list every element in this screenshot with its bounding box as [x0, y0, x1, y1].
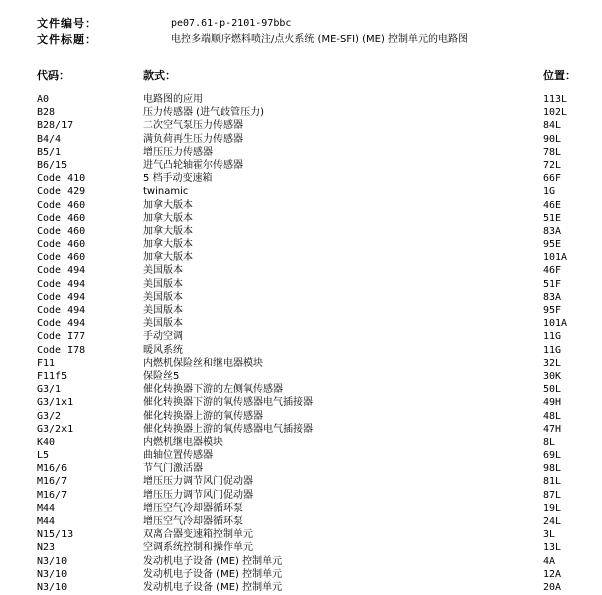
table-row	[0, 449, 602, 462]
row-pos: 12A	[543, 568, 562, 580]
row-code: Code 494	[37, 318, 86, 330]
row-pos: 8L	[543, 436, 556, 448]
row-pos: 47H	[543, 423, 562, 435]
row-desc: 催化转换器下游的氧传感器电气插接器	[143, 397, 313, 409]
table-row	[0, 199, 602, 212]
table-row	[0, 225, 602, 238]
row-desc: 增压空气冷却器循环泵	[143, 516, 243, 527]
row-code: M16/7	[37, 489, 68, 501]
row-code: G3/2	[37, 410, 62, 422]
table-row	[0, 541, 602, 554]
row-desc: 满负荷再生压力传感器	[143, 133, 243, 145]
row-desc: 美国版本	[143, 318, 183, 330]
row-pos: 51E	[543, 212, 562, 224]
row-pos: 87L	[543, 489, 562, 501]
table-row	[0, 462, 602, 475]
row-code: N3/10	[37, 581, 68, 593]
row-pos: 19L	[543, 502, 562, 514]
row-desc: 加拿大版本	[143, 252, 193, 264]
doc-title-value: 电控多端顺序燃料喷注/点火系统 (ME-SFI) (ME) 控制单元的电路图	[171, 34, 469, 45]
table-row	[0, 133, 602, 146]
table-row	[0, 93, 602, 106]
row-code: Code 460	[37, 252, 86, 264]
doc-title-label: 文件标题：	[37, 33, 97, 46]
row-desc: 内燃机继电器模块	[143, 436, 223, 448]
row-pos: 1G	[543, 186, 556, 198]
row-pos: 72L	[543, 159, 562, 171]
row-code: Code I78	[37, 344, 86, 356]
row-code: G3/1	[37, 384, 62, 396]
table-row	[0, 555, 602, 568]
row-desc: twinamic	[143, 186, 189, 198]
table-row	[0, 185, 602, 198]
row-desc: 进气凸轮轴霍尔传感器	[143, 159, 243, 171]
header-code: 代码：	[37, 69, 70, 82]
row-pos: 13L	[543, 542, 562, 554]
doc-number-value: pe07.61-p-2101-97bbc	[171, 18, 292, 29]
row-pos: 4A	[543, 555, 556, 567]
row-desc: 加拿大版本	[143, 225, 193, 237]
row-pos: 66F	[543, 173, 562, 185]
row-code: A0	[37, 94, 50, 105]
row-pos: 95F	[543, 305, 562, 316]
row-code: F11	[37, 357, 56, 369]
table-row	[0, 357, 602, 370]
row-code: Code 494	[37, 291, 86, 303]
table-row	[0, 212, 602, 225]
row-desc: 节气门激活器	[143, 463, 203, 475]
row-pos: 84L	[543, 120, 562, 132]
row-pos: 32L	[543, 357, 562, 369]
row-pos: 90L	[543, 133, 562, 145]
row-desc: 发动机电子设备 (ME) 控制单元	[143, 581, 283, 593]
table-row	[0, 264, 602, 277]
row-code: N3/10	[37, 555, 68, 567]
row-desc: 5 档手动变速箱	[143, 173, 213, 185]
document-meta	[37, 16, 468, 48]
row-code: Code I77	[37, 331, 86, 343]
row-code: G3/2x1	[37, 423, 74, 435]
table-row	[0, 489, 602, 502]
table-row	[0, 528, 602, 541]
row-pos: 101A	[543, 252, 568, 264]
row-code: B5/1	[37, 146, 62, 158]
row-desc: 催化转换器上游的氧传感器	[143, 410, 263, 422]
row-desc: 手动空调	[143, 331, 183, 343]
row-desc: 暖风系统	[143, 344, 183, 356]
row-pos: 20A	[543, 581, 562, 593]
table-row	[0, 106, 602, 119]
row-code: K40	[37, 436, 56, 448]
row-desc: 压力传感器 (进气歧管压力)	[143, 107, 264, 119]
table-row	[0, 396, 602, 409]
row-desc: 增压压力传感器	[143, 146, 213, 158]
row-desc: 发动机电子设备 (ME) 控制单元	[143, 568, 283, 580]
table-row	[0, 172, 602, 185]
table-row	[0, 238, 602, 251]
row-code: M44	[37, 502, 56, 514]
row-pos: 11G	[543, 331, 562, 343]
row-code: B28	[37, 107, 56, 119]
row-pos: 98L	[543, 463, 562, 475]
table-row	[0, 317, 602, 330]
row-code: Code 460	[37, 199, 86, 211]
row-desc: 增压压力调节风门促动器	[143, 476, 253, 488]
row-desc: 美国版本	[143, 291, 183, 303]
row-code: Code 494	[37, 305, 86, 316]
row-desc: 增压空气冷却器循环泵	[143, 502, 243, 514]
row-pos: 46E	[543, 199, 562, 211]
row-code: M44	[37, 516, 56, 527]
row-code: Code 494	[37, 278, 86, 290]
header-pos: 位置：	[543, 69, 576, 82]
row-desc: 美国版本	[143, 265, 183, 277]
row-pos: 102L	[543, 107, 568, 119]
doc-number-label: 文件编号：	[37, 17, 97, 30]
row-desc: 美国版本	[143, 305, 183, 316]
table-row	[0, 410, 602, 423]
row-pos: 78L	[543, 146, 562, 158]
row-desc: 加拿大版本	[143, 239, 193, 251]
row-code: N23	[37, 542, 56, 554]
row-pos: 95E	[543, 239, 562, 251]
table-row	[0, 146, 602, 159]
table-row	[0, 568, 602, 581]
table-row	[0, 515, 602, 528]
row-code: Code 410	[37, 173, 86, 185]
table-row	[0, 581, 602, 594]
table-row	[0, 159, 602, 172]
row-code: M16/7	[37, 476, 68, 488]
row-code: Code 429	[37, 186, 86, 198]
row-desc: 曲轴位置传感器	[143, 450, 213, 462]
row-desc: 催化转换器上游的氧传感器电气插接器	[143, 423, 313, 435]
row-desc: 电路图的应用	[143, 94, 203, 105]
table-row	[0, 383, 602, 396]
row-pos: 30K	[543, 370, 562, 382]
table-row	[0, 475, 602, 488]
row-desc: 内燃机保险丝和继电器模块	[143, 357, 263, 369]
row-desc: 双离合器变速箱控制单元	[143, 529, 253, 541]
row-code: Code 460	[37, 212, 86, 224]
row-desc: 发动机电子设备 (ME) 控制单元	[143, 555, 283, 567]
component-table	[0, 93, 602, 594]
row-desc: 空调系统控制和操作单元	[143, 542, 253, 554]
row-desc: 加拿大版本	[143, 212, 193, 224]
row-pos: 83A	[543, 291, 562, 303]
table-row	[0, 251, 602, 264]
table-row	[0, 291, 602, 304]
table-row	[0, 304, 602, 317]
table-row	[0, 423, 602, 436]
row-code: B6/15	[37, 159, 68, 171]
row-code: F11f5	[37, 370, 68, 382]
table-row	[0, 330, 602, 343]
row-pos: 46F	[543, 265, 562, 277]
row-pos: 81L	[543, 476, 562, 488]
row-code: N15/13	[37, 529, 74, 541]
row-pos: 24L	[543, 516, 562, 527]
header-desc: 款式：	[143, 69, 176, 82]
row-code: Code 460	[37, 239, 86, 251]
row-pos: 49H	[543, 397, 562, 409]
row-code: Code 460	[37, 225, 86, 237]
row-desc: 保险丝5	[143, 370, 180, 382]
table-row	[0, 502, 602, 515]
row-desc: 加拿大版本	[143, 199, 193, 211]
table-row	[0, 278, 602, 291]
row-pos: 101A	[543, 318, 568, 330]
row-pos: 51F	[543, 278, 562, 290]
row-desc: 增压压力调节风门促动器	[143, 489, 253, 501]
row-desc: 美国版本	[143, 278, 183, 290]
row-pos: 3L	[543, 529, 556, 541]
row-code: M16/6	[37, 463, 68, 475]
row-pos: 50L	[543, 384, 562, 396]
doc-number-row	[37, 16, 468, 32]
row-code: L5	[37, 450, 50, 462]
row-code: B28/17	[37, 120, 74, 132]
row-desc: 二次空气泵压力传感器	[143, 120, 243, 132]
row-pos: 11G	[543, 344, 562, 356]
row-code: Code 494	[37, 265, 86, 277]
table-row	[0, 344, 602, 357]
row-desc: 催化转换器下游的左侧氧传感器	[143, 384, 283, 396]
table-header	[0, 67, 602, 83]
row-pos: 48L	[543, 410, 562, 422]
row-pos: 113L	[543, 94, 568, 105]
row-pos: 83A	[543, 225, 562, 237]
table-row	[0, 119, 602, 132]
row-pos: 69L	[543, 450, 562, 462]
table-row	[0, 370, 602, 383]
row-code: B4/4	[37, 133, 62, 145]
row-code: G3/1x1	[37, 397, 74, 409]
row-code: N3/10	[37, 568, 68, 580]
doc-title-row	[37, 32, 468, 48]
table-row	[0, 436, 602, 449]
